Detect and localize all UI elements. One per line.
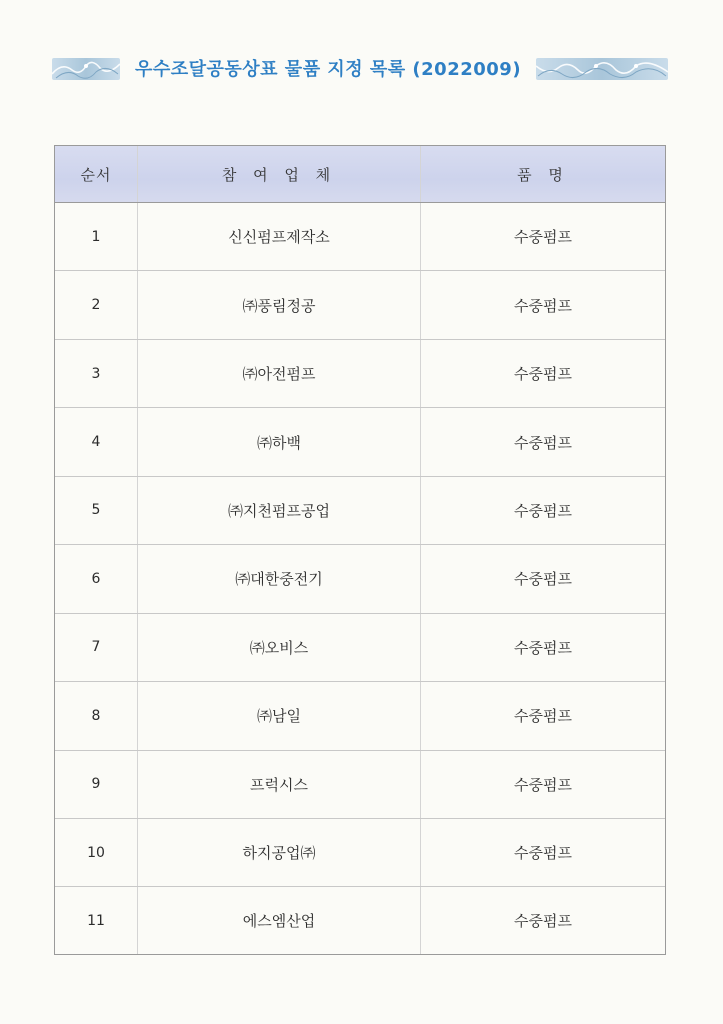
- row-product: 수중펌프: [421, 476, 666, 544]
- row-no: 8: [55, 682, 138, 750]
- title-bar: [52, 52, 668, 84]
- page-title: 우수조달공동상표 물품 지정 목록 (2022009): [134, 59, 522, 80]
- row-company: 에스엠산업: [138, 887, 421, 954]
- row-company: ㈜하백: [138, 408, 421, 476]
- row-company: 프럭시스: [138, 750, 421, 818]
- row-company: ㈜대한중전기: [138, 545, 421, 613]
- row-no: 6: [55, 545, 138, 613]
- table-row: [55, 271, 665, 339]
- row-product: 수중펌프: [421, 682, 666, 750]
- row-product: 수중펌프: [421, 750, 666, 818]
- row-company: ㈜남일: [138, 682, 421, 750]
- table-row: [55, 339, 665, 407]
- row-no: 9: [55, 750, 138, 818]
- table-row: [55, 682, 665, 750]
- row-no: 2: [55, 271, 138, 339]
- table-row: [55, 750, 665, 818]
- row-company: 하지공업㈜: [138, 818, 421, 886]
- row-no: 5: [55, 476, 138, 544]
- row-company: 신신펌프제작소: [138, 203, 421, 271]
- table-row: [55, 613, 665, 681]
- row-product: 수중펌프: [421, 613, 666, 681]
- table-row: [55, 887, 665, 954]
- table-header-row: [55, 146, 665, 203]
- row-no: 4: [55, 408, 138, 476]
- row-company: ㈜풍림정공: [138, 271, 421, 339]
- table-row: [55, 203, 665, 271]
- row-company: ㈜지천펌프공업: [138, 476, 421, 544]
- row-no: 7: [55, 613, 138, 681]
- designation-table: [54, 145, 666, 955]
- table-row: [55, 818, 665, 886]
- table-row: [55, 408, 665, 476]
- header-product: 품 명: [421, 146, 666, 203]
- header-company: 참 여 업 체: [138, 146, 421, 203]
- ornament-right: [536, 58, 668, 80]
- row-product: 수중펌프: [514, 912, 572, 931]
- row-product: 수중펌프: [421, 203, 666, 271]
- row-no: 10: [55, 818, 138, 886]
- row-company: ㈜오비스: [138, 613, 421, 681]
- row-product: 수중펌프: [421, 408, 666, 476]
- row-no: 11: [55, 887, 138, 954]
- row-product: 수중펌프: [421, 339, 666, 407]
- row-product: 수중펌프: [421, 818, 666, 886]
- row-no: 1: [55, 203, 138, 271]
- row-product: 수중펌프: [421, 271, 666, 339]
- table-row: [55, 545, 665, 613]
- ornament-left: [52, 58, 120, 80]
- row-company: ㈜아전펌프: [138, 339, 421, 407]
- table-row: [55, 476, 665, 544]
- row-product: 수중펌프: [421, 545, 666, 613]
- header-no: 순서: [55, 146, 138, 203]
- row-no: 3: [55, 339, 138, 407]
